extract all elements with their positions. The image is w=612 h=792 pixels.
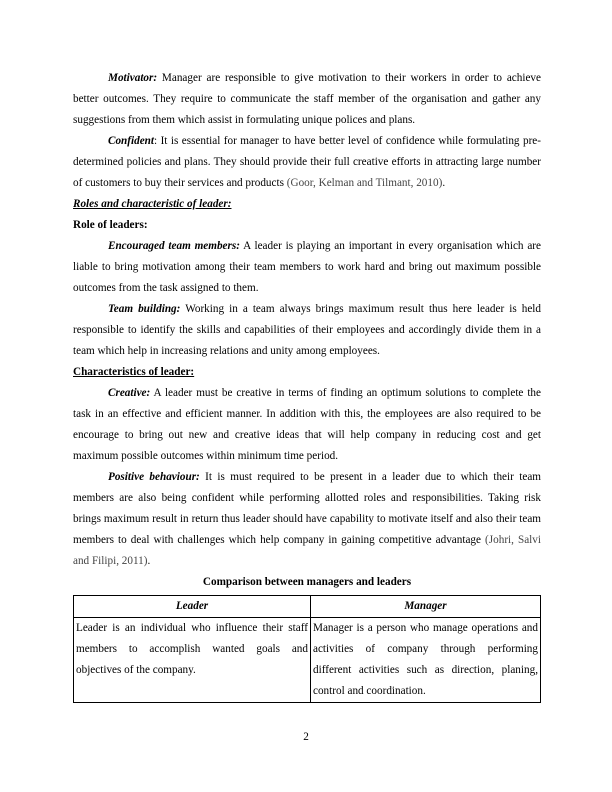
page-content (73, 68, 541, 703)
paragraph-team-building (73, 299, 541, 362)
table-header-row (74, 596, 541, 618)
comparison-table (73, 595, 541, 703)
table-title: Comparison between managers and leaders (202, 576, 412, 588)
term-confident: Confident (108, 135, 155, 147)
text-motivator: Manager are responsible to give motivation to their workers in order to achieve better outcomes. They require to communicate the staff member of the organisation and gather any suggestions from them which assist in formulating unique polices and plans. (73, 72, 541, 126)
text-creative: A leader must be creative in terms of finding an optimum solutions to complete the task in an effective and efficient manner. In addition with this, the employees are also required to be encourage to bring out new and creative ideas that will help company in reducing cost and get maximum possible outcomes within minimum time period. (73, 387, 541, 462)
header-manager: Manager (311, 596, 541, 618)
text-confident: : It is essential for manager to have better level of confidence while formulating pre-determined policies and plans. They should provide their full creative efforts in attracting large number of customers to buy their services and products (73, 135, 541, 189)
page-number: 2 (303, 731, 309, 743)
text-team-building: Working in a team always brings maximum result thus here leader is held responsible to identify the skills and capabilities of their employees and accordingly divide them in a team which help in increasing relations and unity among employees. (73, 303, 541, 357)
term-creative: Creative: (108, 387, 151, 399)
header-leader: Leader (74, 596, 311, 618)
paragraph-positive (73, 467, 541, 572)
paragraph-confident (73, 131, 541, 194)
paragraph-creative (73, 383, 541, 467)
cell-manager: Manager is a person who manage operations and activities of company through performing different activities such as direction, planing, control and coordination. (311, 618, 541, 703)
heading-role-of-leaders: Role of leaders: (73, 219, 148, 231)
term-encouraged: Encouraged team members: (108, 240, 240, 252)
text-positive: It is must required to be present in a leader due to which their team members are also being confident while performing allotted roles and responsibilities. Taking risk brings maximum result in return thus leader should have capability to motivate itself and also their team members to deal with challenges which help company in gaining competitive advantage (73, 471, 541, 546)
citation-positive: (Johri, Salvi and Filipi, 2011) (73, 534, 541, 567)
text-encouraged: A leader is playing an important in every organisation which are liable to bring motivation among their team members to work hard and bring out maximum possible outcomes from the task assigned to them. (73, 240, 541, 294)
cell-leader: Leader is an individual who influence their staff members to accomplish wanted goals and objectives of the company. (74, 618, 311, 703)
heading-characteristics: Characteristics of leader: (73, 366, 195, 378)
end-positive: . (147, 555, 151, 567)
end-confident: . (442, 177, 446, 189)
table-row (74, 618, 541, 703)
term-positive: Positive behaviour: (108, 471, 200, 483)
term-team-building: Team building: (108, 303, 181, 315)
paragraph-motivator (73, 68, 541, 131)
citation-confident: (Goor, Kelman and Tilmant, 2010) (286, 177, 443, 189)
paragraph-encouraged (73, 236, 541, 299)
term-motivator: Motivator: (108, 72, 158, 84)
heading-roles-characteristic: Roles and characteristic of leader: (73, 198, 232, 210)
